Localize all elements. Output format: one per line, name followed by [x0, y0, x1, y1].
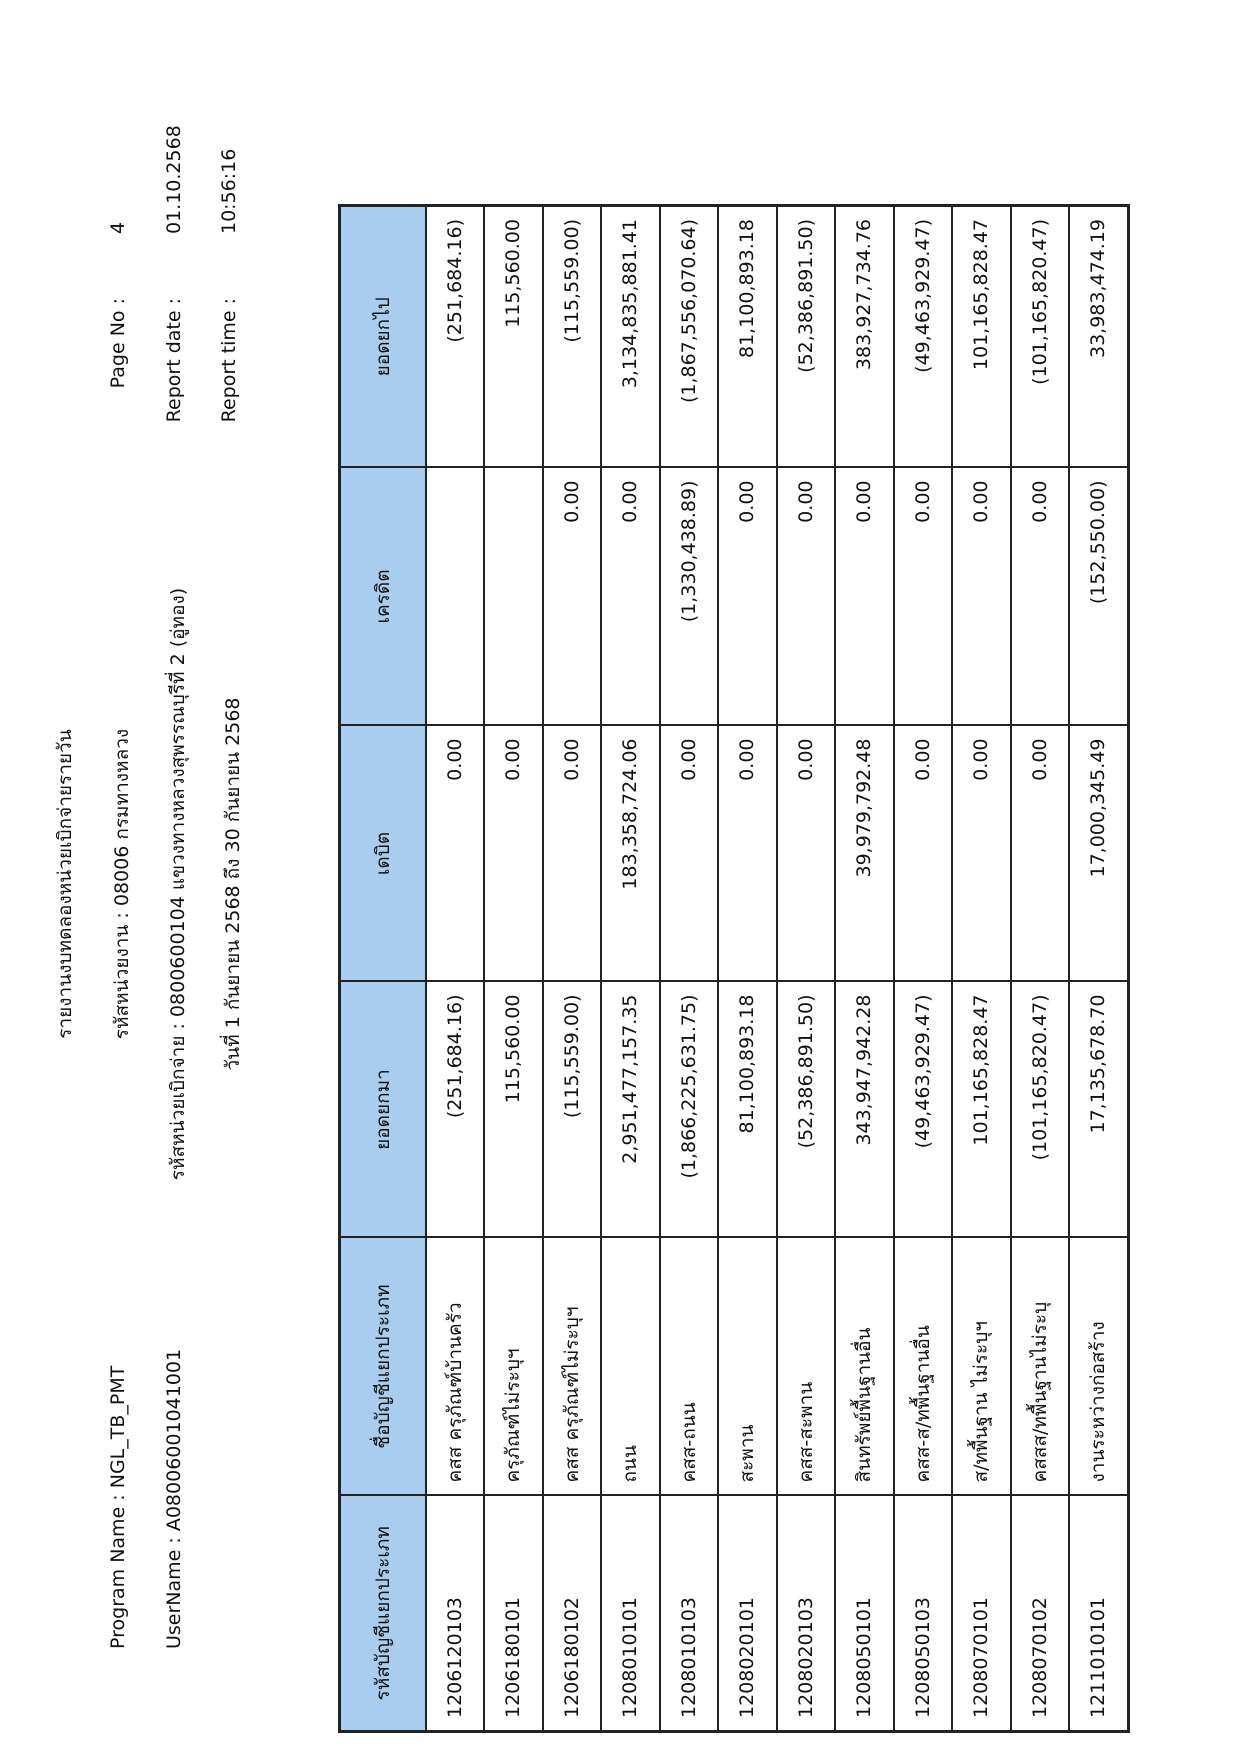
report-time-label: Report time : [218, 298, 240, 423]
username: UserName : A08006001041001 [163, 1348, 185, 1649]
account-name-cell: คสสส/ทพื้นฐานไม่ระบุ [1011, 1238, 1070, 1496]
table-row [1069, 206, 1128, 1732]
account-code-cell: 1208070101 [952, 1496, 1011, 1732]
opening-balance-cell: (101,165,820.47) [1011, 982, 1070, 1238]
closing-balance-cell: 115,560.00 [484, 206, 543, 468]
account-name-cell: งานระหว่างก่อสร้าง [1069, 1238, 1128, 1496]
opening-balance-cell: (115,559.00) [543, 982, 602, 1238]
page-no-value: 4 [107, 221, 129, 234]
header-debit: เดบิต [340, 726, 426, 982]
account-name-cell: สินทรัพย์พื้นฐานอื่น [835, 1238, 894, 1496]
account-code-cell: 1208070102 [1011, 1496, 1070, 1732]
debit-cell: 0.00 [543, 726, 602, 982]
credit-cell: 0.00 [543, 468, 602, 726]
debit-cell: 0.00 [894, 726, 953, 982]
credit-cell: 0.00 [835, 468, 894, 726]
report-date-value: 01.10.2568 [163, 125, 185, 234]
credit-cell [484, 468, 543, 726]
debit-cell: 0.00 [718, 726, 777, 982]
table-row [894, 206, 953, 1732]
account-name-cell: สะพาน [718, 1238, 777, 1496]
report-date-label: Report date : [163, 298, 185, 423]
debit-cell: 0.00 [660, 726, 719, 982]
credit-cell: (152,550.00) [1069, 468, 1128, 726]
agency-line: รหัสหน่วยงาน : 08006 กรมทางหลวง [111, 728, 133, 1040]
disbursement-unit-line: รหัสหน่วยเบิกจ่าย : 0800600104 แขวงทางหลวงสุพรรณบุรีที่ 2 (อู่ทอง) [167, 587, 189, 1181]
closing-balance-cell: 33,983,474.19 [1069, 206, 1128, 468]
account-name-cell: ส/ทพื้นฐาน ไม่ระบุฯ [952, 1238, 1011, 1496]
debit-cell: 0.00 [952, 726, 1011, 982]
table-header-row [340, 206, 426, 1732]
account-name-cell: ครุภัณฑ์ไม่ระบุฯ [484, 1238, 543, 1496]
period-line: วันที่ 1 กันยายน 2568 ถึง 30 กันยายน 2568 [222, 697, 244, 1071]
credit-cell: 0.00 [601, 468, 660, 726]
page-no-label: Page No : [107, 298, 129, 389]
program-name: Program Name : NGL_TB_PMT [107, 1365, 129, 1649]
table-row [777, 206, 836, 1732]
report-title: รายงานงบทดลองหน่วยเบิกจ่ายรายวัน [54, 729, 76, 1039]
table-row [835, 206, 894, 1732]
closing-balance-cell: (115,559.00) [543, 206, 602, 468]
account-name-cell: คสส ครุภัณฑ์บ้านครัว [426, 1238, 485, 1496]
closing-balance-cell: 81,100,893.18 [718, 206, 777, 468]
table-row [601, 206, 660, 1732]
closing-balance-cell: (1,867,556,070.64) [660, 206, 719, 468]
report-time-value: 10:56:16 [218, 148, 240, 234]
opening-balance-cell: 101,165,828.47 [952, 982, 1011, 1238]
table-row [484, 206, 543, 1732]
table-row [952, 206, 1011, 1732]
table-row [1011, 206, 1070, 1732]
account-code-cell: 1206180101 [484, 1496, 543, 1732]
account-name-cell: คสส-สะพาน [777, 1238, 836, 1496]
closing-balance-cell: (101,165,820.47) [1011, 206, 1070, 468]
header-closing-balance: ยอดยกไป [340, 206, 426, 468]
table-row [660, 206, 719, 1732]
header-account-code: รหัสบัญชีแยกประเภท [340, 1496, 426, 1732]
account-name-cell: ถนน [601, 1238, 660, 1496]
account-code-cell: 1208010101 [601, 1496, 660, 1732]
credit-cell: 0.00 [777, 468, 836, 726]
credit-cell: 0.00 [894, 468, 953, 726]
account-code-cell: 1208020103 [777, 1496, 836, 1732]
opening-balance-cell: 17,135,678.70 [1069, 982, 1128, 1238]
opening-balance-cell: 81,100,893.18 [718, 982, 777, 1238]
debit-cell: 17,000,345.49 [1069, 726, 1128, 982]
debit-cell: 0.00 [1011, 726, 1070, 982]
account-name-cell: คสส-ส/ทพื้นฐานอื่น [894, 1238, 953, 1496]
opening-balance-cell: 343,947,942.28 [835, 982, 894, 1238]
opening-balance-cell: (52,386,891.50) [777, 982, 836, 1238]
account-code-cell: 1208050101 [835, 1496, 894, 1732]
header-credit: เครดิต [340, 468, 426, 726]
opening-balance-cell: 2,951,477,157.35 [601, 982, 660, 1238]
debit-cell: 0.00 [777, 726, 836, 982]
header-opening-balance: ยอดยกมา [340, 982, 426, 1238]
account-code-cell: 1206120103 [426, 1496, 485, 1732]
credit-cell: 0.00 [718, 468, 777, 726]
account-code-cell: 1206180102 [543, 1496, 602, 1732]
debit-cell: 39,979,792.48 [835, 726, 894, 982]
account-name-cell: คสส ครุภัณฑ์ไม่ระบุฯ [543, 1238, 602, 1496]
opening-balance-cell: (1,866,225,631.75) [660, 982, 719, 1238]
account-code-cell: 1208050103 [894, 1496, 953, 1732]
closing-balance-cell: (251,684.16) [426, 206, 485, 468]
opening-balance-cell: (251,684.16) [426, 982, 485, 1238]
account-code-cell: 1211010101 [1069, 1496, 1128, 1732]
debit-cell: 0.00 [484, 726, 543, 982]
table-row [543, 206, 602, 1732]
credit-cell [426, 468, 485, 726]
closing-balance-cell: (49,463,929.47) [894, 206, 953, 468]
account-name-cell: คสส-ถนน [660, 1238, 719, 1496]
opening-balance-cell: 115,560.00 [484, 982, 543, 1238]
closing-balance-cell: 383,927,734.76 [835, 206, 894, 468]
account-code-cell: 1208010103 [660, 1496, 719, 1732]
table-row [718, 206, 777, 1732]
account-code-cell: 1208020101 [718, 1496, 777, 1732]
table-row [426, 206, 485, 1732]
header-account-name: ชื่อบัญชีแยกประเภท [340, 1238, 426, 1496]
debit-cell: 0.00 [426, 726, 485, 982]
closing-balance-cell: 3,134,835,881.41 [601, 206, 660, 468]
credit-cell: (1,330,438.89) [660, 468, 719, 726]
credit-cell: 0.00 [952, 468, 1011, 726]
credit-cell: 0.00 [1011, 468, 1070, 726]
debit-cell: 183,358,724.06 [601, 726, 660, 982]
opening-balance-cell: (49,463,929.47) [894, 982, 953, 1238]
closing-balance-cell: (52,386,891.50) [777, 206, 836, 468]
trial-balance-table [338, 204, 1130, 1733]
closing-balance-cell: 101,165,828.47 [952, 206, 1011, 468]
